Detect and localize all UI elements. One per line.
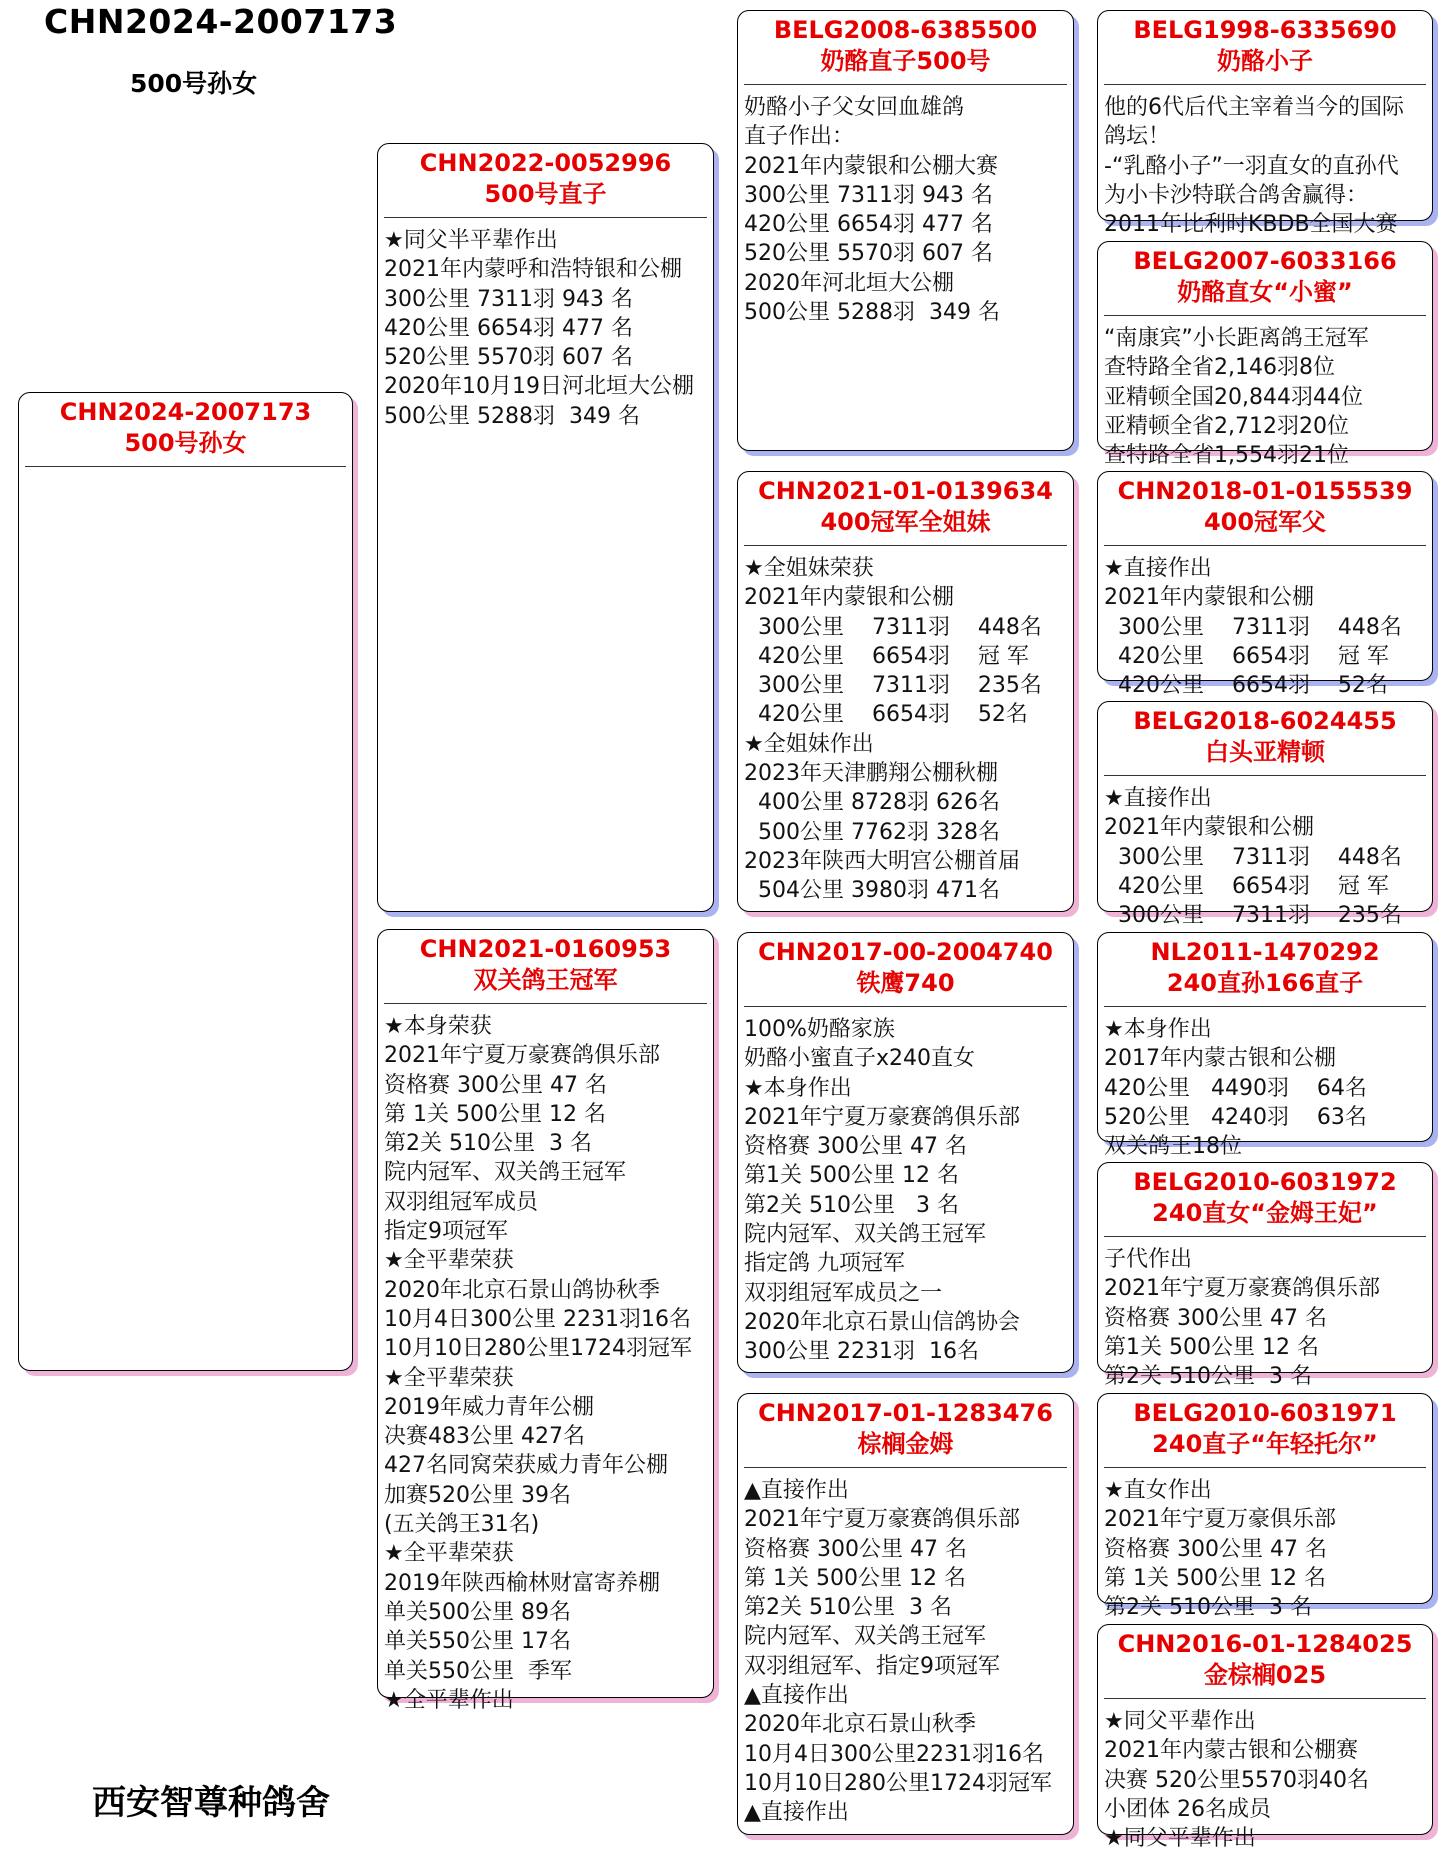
achievement-line: 10月4日300公里 2231羽16名	[384, 1306, 691, 1332]
achievement-line: 资格赛 300公里 47 名	[384, 1072, 607, 1098]
ring-number: CHN2016-01-1284025	[1117, 1630, 1413, 1658]
achievements	[1098, 1237, 1432, 1391]
achievement-line: 第2关 510公里 3 名	[1104, 1364, 1312, 1390]
achievement-line: ★全平辈荣获	[384, 1541, 514, 1567]
achievement-line: ★本身作出	[744, 1075, 852, 1101]
pigeon-name: 双关鸽王冠军	[473, 966, 618, 994]
pedigree-card-sire-sire-sire	[1097, 10, 1433, 238]
ring-number: CHN2021-01-0139634	[758, 477, 1053, 505]
achievement-line: 300公里 7311羽 235名	[1104, 903, 1402, 929]
achievement-line: 双羽组冠军成员之一	[744, 1280, 943, 1306]
achievement-line: ★本身作出	[1104, 1017, 1212, 1042]
achievement-line: ★同父平辈作出	[1104, 1826, 1256, 1852]
pedigree-card-dam-dam-sire	[1097, 1393, 1433, 1621]
achievement-line: 查特路全省1,554羽21位	[1104, 443, 1349, 469]
ring-number: BELG2010-6031971	[1133, 1399, 1397, 1427]
achievement-line: 520公里 5570羽 607 名	[744, 241, 993, 267]
achievement-line: 10月4日300公里2231羽16名	[744, 1741, 1044, 1767]
achievement-line: ★直接作出	[1104, 556, 1212, 581]
ring-number: BELG2010-6031972	[1133, 1168, 1397, 1196]
pigeon-name: 棕榈金姆	[857, 1430, 954, 1458]
achievement-line: 第2关 510公里 3 名	[384, 1131, 592, 1157]
achievement-line: 第1关 500公里 12 名	[744, 1163, 959, 1189]
achievement-line: 2021年宁夏万豪俱乐部	[1104, 1507, 1336, 1533]
achievement-line: 2020年河北垣大公棚	[744, 270, 954, 296]
achievement-line: 奶酪小子父女回血雄鸽	[744, 95, 965, 120]
ring-number: CHN2021-0160953	[419, 935, 672, 963]
achievement-line: 2023年陕西大明宫公棚首届	[744, 848, 1020, 874]
achievement-line: 300公里 7311羽 448名	[1104, 844, 1402, 870]
achievement-line: 查特路全省2,146羽8位	[1104, 355, 1335, 381]
achievements	[1098, 85, 1432, 239]
achievement-line: ★本身荣获	[384, 1014, 492, 1039]
achievement-line: 资格赛 300公里 47 名	[744, 1134, 967, 1160]
achievement-line: 指定9项冠军	[384, 1219, 508, 1245]
achievements	[738, 1007, 1073, 1367]
pedigree-card-sire-sire-dam	[1097, 241, 1433, 469]
pedigree-card-dam-dam-dam	[1097, 1624, 1433, 1852]
achievement-line: 2021年内蒙古银和公棚赛	[1104, 1738, 1358, 1764]
pedigree-card-dam-sire	[737, 932, 1074, 1373]
pedigree-card-sire	[377, 143, 714, 912]
achievement-line: 520公里 4240羽 63名	[1104, 1104, 1367, 1130]
achievement-line: (五关鸽王31名)	[384, 1512, 540, 1538]
achievement-line: ★全平辈荣获	[384, 1365, 514, 1391]
achievement-line: 亚精顿全国20,844羽44位	[1104, 384, 1363, 410]
ring-number: CHN2024-2007173	[59, 398, 312, 426]
ring-number: CHN2018-01-0155539	[1117, 477, 1413, 505]
achievement-line: 资格赛 300公里 47 名	[1104, 1305, 1327, 1331]
loft-name: 西安智尊种鸽舍	[92, 1783, 330, 1823]
achievements	[1098, 1007, 1432, 1161]
achievement-line: 420公里 6654羽 477 名	[384, 315, 633, 341]
achievement-line: 子代作出	[1104, 1247, 1193, 1272]
achievement-line: 决赛 520公里5570羽40名	[1104, 1767, 1369, 1793]
pigeon-name: 铁鹰740	[856, 969, 955, 997]
achievement-line: 2023年天津鹏翔公棚秋棚	[744, 761, 998, 787]
achievement-line: 500公里 7762羽 328名	[744, 819, 1000, 845]
achievement-line: 单关500公里 89名	[384, 1599, 571, 1625]
achievement-line: 500公里 5288羽 349 名	[744, 300, 1000, 326]
achievement-line: 第 1关 500公里 12 名	[1104, 1565, 1326, 1591]
achievement-line: 500公里 5288羽 349 名	[384, 403, 640, 429]
achievements	[1098, 546, 1432, 700]
achievement-line: 第2关 510公里 3 名	[744, 1192, 959, 1218]
pigeon-name: 500号直子	[484, 180, 607, 208]
achievement-line: ★全姐妹荣获	[744, 556, 874, 581]
achievement-line: 单关550公里 季军	[384, 1658, 572, 1684]
achievement-line: 300公里 7311羽 235名	[744, 673, 1042, 699]
achievement-line: 300公里 7311羽 448名	[744, 614, 1042, 640]
pigeon-name: 500号孙女	[124, 429, 247, 457]
achievement-line: 2017年内蒙古银和公棚	[1104, 1046, 1336, 1072]
achievement-line: 院内冠军、双关鸽王冠军	[744, 1222, 987, 1248]
achievement-line: 第 1关 500公里 12 名	[744, 1565, 966, 1591]
achievement-line: 420公里 6654羽 冠 军	[744, 643, 1029, 669]
ring-number: BELG2008-6385500	[773, 16, 1038, 44]
achievements	[1098, 776, 1432, 930]
ring-number: CHN2017-01-1283476	[758, 1399, 1053, 1427]
achievement-line: 决赛483公里 427名	[384, 1424, 585, 1450]
pigeon-name: 奶酪直女“小蜜”	[1177, 278, 1353, 306]
achievement-line: 2021年宁夏万豪赛鸽俱乐部	[384, 1043, 660, 1069]
achievement-line: 奶酪小蜜直子x240直女	[744, 1046, 976, 1072]
achievement-line: 420公里 6654羽 冠 军	[1104, 643, 1389, 669]
achievements	[1098, 1699, 1432, 1853]
achievement-line: 420公里 6654羽 冠 军	[1104, 873, 1389, 899]
ring-number: BELG2007-6033166	[1133, 247, 1397, 275]
achievement-line: ★全姐妹作出	[744, 731, 874, 757]
pigeon-name: 400冠军父	[1203, 508, 1327, 536]
achievement-line: 300公里 7311羽 448名	[1104, 614, 1402, 640]
achievement-line: 300公里 7311羽 943 名	[744, 182, 993, 208]
achievement-line: 2021年内蒙银和公棚	[1104, 585, 1314, 611]
achievement-line: 小团体 26名成员	[1104, 1796, 1271, 1822]
achievement-line: 双关鸽王18位	[1104, 1134, 1242, 1160]
achievement-line: 双羽组冠军、指定9项冠军	[744, 1653, 1000, 1679]
achievement-line: 10月10日280公里1724羽冠军	[384, 1336, 692, 1362]
achievement-line: -“乳酪小子”一羽直女的直孙代	[1104, 153, 1399, 179]
achievements	[1098, 316, 1432, 470]
pedigree-card-sire-sire	[737, 10, 1074, 451]
achievements	[378, 218, 713, 431]
achievement-line: ▲直接作出	[744, 1478, 849, 1503]
achievement-line: 2021年内蒙银和公棚	[1104, 815, 1314, 841]
ring-number: CHN2022-0052996	[419, 149, 672, 177]
achievement-line: 院内冠军、双关鸽王冠军	[744, 1624, 987, 1650]
achievements	[378, 1004, 713, 1715]
achievement-line: 2020年北京石景山鸽协秋季	[384, 1277, 660, 1303]
achievement-line: 2021年内蒙银和公棚大赛	[744, 153, 998, 179]
pigeon-name: 白头亚精顿	[1205, 738, 1325, 766]
achievement-line: ▲直接作出	[744, 1683, 849, 1709]
achievement-line: 2021年内蒙银和公棚	[744, 585, 954, 611]
achievement-line: 2021年宁夏万豪赛鸽俱乐部	[744, 1507, 1020, 1533]
achievement-line: 100%奶酪家族	[744, 1017, 895, 1042]
achievement-line: 504公里 3980羽 471名	[744, 878, 1000, 904]
achievement-line: ★同父半平辈作出	[384, 228, 558, 253]
achievement-line: 2020年10月19日河北垣大公棚	[384, 374, 694, 400]
achievement-line: ★同父平辈作出	[1104, 1709, 1256, 1734]
achievement-line: 他的6代后代主宰着当今的国际	[1104, 95, 1404, 120]
achievement-line: 2011年比利时KBDB全国大赛	[1104, 212, 1398, 238]
achievement-line: 2020年北京石景山信鸽协会	[744, 1309, 1020, 1335]
ring-number: NL2011-1470292	[1150, 938, 1380, 966]
page-subtitle: 500号孙女	[130, 69, 258, 98]
achievement-line: 400公里 8728羽 626名	[744, 790, 1000, 816]
pigeon-name: 奶酪直子500号	[820, 47, 991, 75]
pedigree-card-dam-sire-dam	[1097, 1162, 1433, 1390]
achievement-line: ★全平辈作出	[384, 1687, 514, 1713]
achievements	[738, 85, 1073, 327]
achievement-line: 420公里 6654羽 52名	[1104, 673, 1388, 699]
pedigree-card-sire-dam	[737, 471, 1074, 912]
achievement-line: 2021年内蒙呼和浩特银和公棚	[384, 257, 682, 283]
pigeon-name: 金棕榈025	[1203, 1661, 1327, 1689]
pedigree-card-sire-dam-dam	[1097, 701, 1433, 929]
achievement-line: 10月10日280公里1724羽冠军	[744, 1770, 1052, 1796]
pedigree-card-dam-sire-sire	[1097, 932, 1433, 1160]
pigeon-name: 奶酪小子	[1217, 47, 1313, 75]
pigeon-name: 240直孙166直子	[1166, 969, 1364, 997]
achievement-line: 单关550公里 17名	[384, 1629, 571, 1655]
achievement-line: 鸽坛！	[1104, 124, 1171, 150]
pigeon-name: 240直女“金姆王妃”	[1152, 1199, 1378, 1227]
achievement-line: 第 1关 500公里 12 名	[384, 1101, 606, 1127]
page-title: CHN2024-2007173	[44, 2, 398, 41]
pedigree-card-sire-dam-sire	[1097, 471, 1433, 699]
achievements	[738, 546, 1073, 906]
achievement-line: 指定鸽 九项冠军	[744, 1251, 905, 1277]
achievement-line: 2020年北京石景山秋季	[744, 1712, 976, 1738]
achievement-line: 420公里 4490羽 64名	[1104, 1075, 1367, 1101]
achievement-line: 2021年宁夏万豪赛鸽俱乐部	[744, 1104, 1020, 1130]
achievement-line: 资格赛 300公里 47 名	[1104, 1536, 1327, 1562]
ring-number: BELG2018-6024455	[1133, 707, 1397, 735]
pigeon-name: 240直子“年轻托尔”	[1152, 1430, 1378, 1458]
achievements	[1098, 1468, 1432, 1622]
achievement-line: 资格赛 300公里 47 名	[744, 1536, 967, 1562]
ring-number: CHN2017-00-2004740	[758, 938, 1053, 966]
achievement-line: 亚精顿全省2,712羽20位	[1104, 413, 1349, 439]
pedigree-card-dam-dam	[737, 1393, 1074, 1835]
achievement-line: 300公里 7311羽 943 名	[384, 286, 633, 312]
achievement-line: 为小卡沙特联合鸽舍赢得：	[1104, 182, 1369, 208]
pigeon-name: 400冠军全姐妹	[820, 508, 991, 536]
achievement-line: 300公里 2231羽 16名	[744, 1339, 979, 1365]
achievement-line: 420公里 6654羽 52名	[744, 702, 1028, 728]
achievement-line: 第2关 510公里 3 名	[744, 1595, 952, 1621]
achievement-line: 427名同窝荣获威力青年公棚	[384, 1453, 668, 1479]
achievement-line: 520公里 5570羽 607 名	[384, 345, 633, 371]
achievement-line: ★直接作出	[1104, 786, 1212, 811]
achievement-line: 第1关 500公里 12 名	[1104, 1334, 1319, 1360]
pedigree-card-subject	[18, 392, 353, 1371]
achievement-line: 双羽组冠军成员	[384, 1189, 539, 1215]
achievement-line: 院内冠军、双关鸽王冠军	[384, 1160, 627, 1186]
pedigree-card-dam	[377, 929, 714, 1713]
achievement-line: ★全平辈荣获	[384, 1248, 514, 1274]
achievement-line: ▲直接作出	[744, 1800, 849, 1826]
achievements	[19, 467, 352, 475]
achievement-line: 2021年宁夏万豪赛鸽俱乐部	[1104, 1276, 1380, 1302]
achievement-line: 420公里 6654羽 477 名	[744, 212, 993, 238]
achievement-line: 第2关 510公里 3 名	[1104, 1595, 1312, 1621]
achievement-line: 加赛520公里 39名	[384, 1482, 571, 1508]
achievement-line: 直子作出：	[744, 124, 855, 150]
ring-number: BELG1998-6335690	[1133, 16, 1397, 44]
achievement-line: 2019年威力青年公棚	[384, 1394, 594, 1420]
achievements	[738, 1468, 1073, 1828]
achievement-line: “南康宾”小长距离鸽王冠军	[1104, 326, 1369, 351]
achievement-line: 2019年陕西榆林财富寄养棚	[384, 1570, 660, 1596]
achievement-line: ★直女作出	[1104, 1478, 1212, 1503]
